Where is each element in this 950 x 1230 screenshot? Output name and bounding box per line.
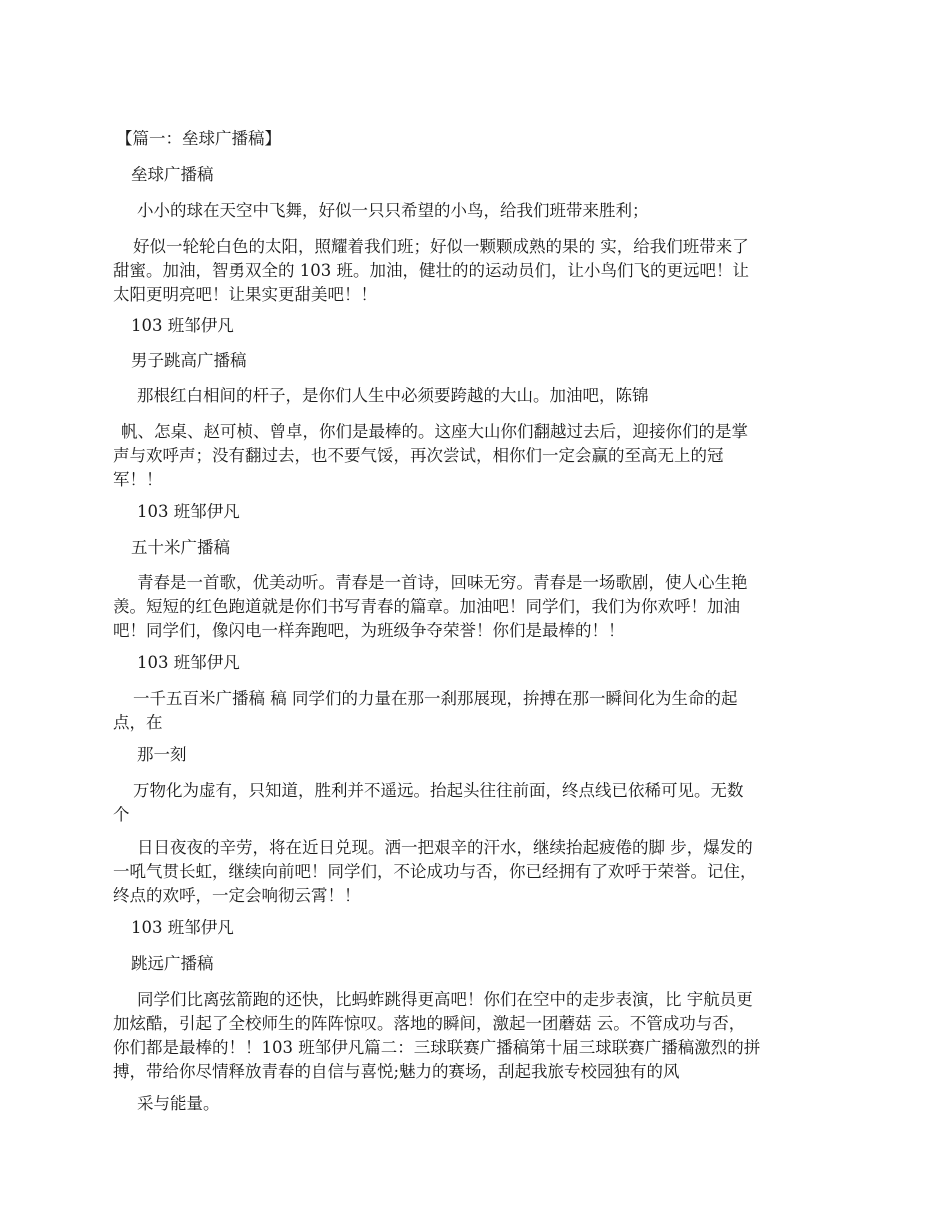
paragraph bbox=[113, 836, 843, 908]
paragraph bbox=[137, 384, 837, 408]
heading-softball: 垒球广播稿 bbox=[131, 165, 214, 184]
text-line: 万物化为虚有，只知道，胜利并不遥远。抬起头往往前面，终点线已依稀可见。无数 bbox=[133, 781, 744, 800]
text-line: 好似一轮轮白色的太阳，照耀着我们班；好似一颗颗成熟的果的 实，给我们班带来了 bbox=[133, 237, 749, 256]
text-line: 帆、怎桌、赵可桢、曾卓，你们是最棒的。这座大山你们翻越过去后，迎接你们的是掌 bbox=[121, 422, 748, 441]
heading-long-jump: 跳远广播稿 bbox=[131, 954, 214, 973]
signature: 103 班邹伊凡 bbox=[131, 918, 234, 937]
heading-high-jump: 男子跳高广播稿 bbox=[131, 351, 247, 370]
paragraph bbox=[113, 235, 833, 307]
text-line: 军！！ bbox=[113, 470, 163, 489]
text-line: 那根红白相间的杆子，是你们人生中必须要跨越的大山。加油吧，陈锦 bbox=[137, 386, 649, 405]
text-line: 点，在 bbox=[113, 713, 163, 732]
text-line: 那一刻 bbox=[137, 745, 187, 764]
section-title: 【篇一：垒球广播稿】 bbox=[116, 129, 281, 148]
text-line: 日日夜夜的辛劳，将在近日兑现。洒一把艰辛的汗水，继续抬起疲倦的脚 步，爆发的 bbox=[137, 838, 753, 857]
text-line: 甜蜜。加油，智勇双全的 103 班。加油，健壮的的运动员们，让小鸟们飞的更远吧！让 bbox=[113, 261, 749, 280]
text-line: 搏，带给你尽情释放青春的自信与喜悦;魅力的赛场，刮起我旅专校园独有的风 bbox=[113, 1062, 680, 1081]
text-line: 羡。短短的红色跑道就是你们书写青春的篇章。加油吧！同学们，我们为你欢呼！加油 bbox=[113, 597, 740, 616]
text-line: 一千五百米广播稿 稿 同学们的力量在那一刹那展现，拚搏在那一瞬间化为生命的起 bbox=[133, 689, 738, 708]
paragraph bbox=[113, 988, 843, 1084]
text-line: 采与能量。 bbox=[137, 1094, 220, 1113]
text-line: 个 bbox=[113, 805, 130, 824]
text-line: 声与欢呼声；没有翻过去，也不要气馁，再次尝试，相你们一定会赢的至高无上的冠 bbox=[113, 446, 724, 465]
text-line: 终点的欢呼，一定会响彻云霄！！ bbox=[113, 886, 361, 905]
heading-50m: 五十米广播稿 bbox=[131, 538, 230, 557]
paragraph bbox=[113, 687, 843, 735]
text-line: 加炫酷，引起了全校师生的阵阵惊叹。落地的瞬间，激起一团蘑菇 云。不管成功与否， bbox=[113, 1014, 746, 1033]
text-line: 太阳更明亮吧！让果实更甜美吧！！ bbox=[113, 285, 377, 304]
text-line: 同学们比离弦箭跑的还快，比蚂蚱跳得更高吧！你们在空中的走步表演，比 宇航员更 bbox=[137, 990, 753, 1009]
signature: 103 班邹伊凡 bbox=[137, 653, 240, 672]
text-line: 一吼气贯长虹，继续向前吧！同学们，不论成功与否，你已经拥有了欢呼于荣誉。记住， bbox=[113, 862, 757, 881]
signature: 103 班邹伊凡 bbox=[137, 502, 240, 521]
signature: 103 班邹伊凡 bbox=[131, 316, 234, 335]
paragraph bbox=[113, 571, 843, 643]
text-line: 小小的球在天空中飞舞，好似一只只希望的小鸟，给我们班带来胜利； bbox=[137, 201, 649, 220]
text-line: 吧！同学们，像闪电一样奔跑吧，为班级争夺荣誉！你们是最棒的！！ bbox=[113, 621, 625, 640]
paragraph bbox=[113, 779, 843, 827]
paragraph bbox=[113, 420, 843, 492]
text-line: 你们都是最棒的！！103 班邹伊凡篇二：三球联赛广播稿第十届三球联赛广播稿激烈的拼 bbox=[113, 1038, 761, 1057]
text-line: 青春是一首歌，优美动听。青春是一首诗，回味无穷。青春是一场歌剧，使人心生艳 bbox=[137, 573, 748, 592]
paragraph bbox=[137, 199, 837, 223]
paragraph bbox=[137, 1092, 837, 1116]
paragraph bbox=[137, 743, 837, 767]
